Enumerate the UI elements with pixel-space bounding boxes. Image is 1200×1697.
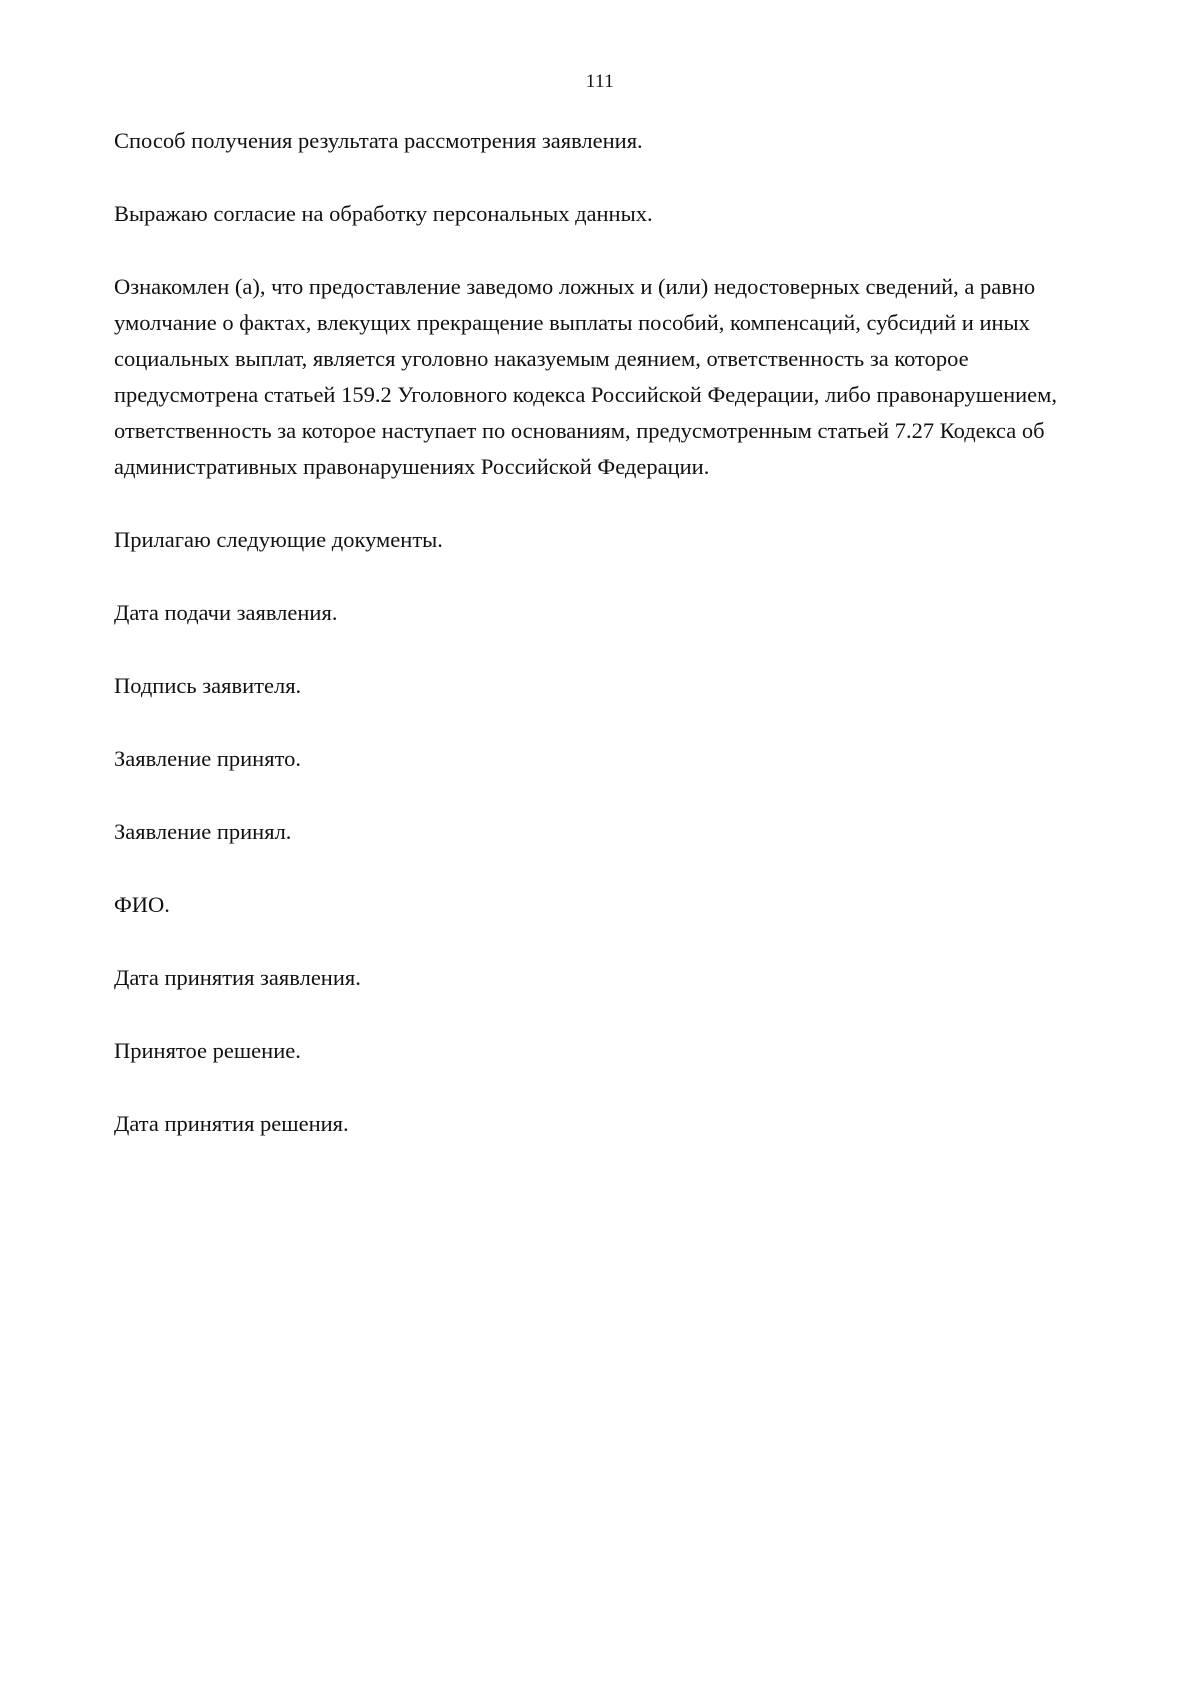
text-line: Заявление принято.	[114, 746, 301, 771]
text-line: умолчание о фактах, влекущих прекращение выплаты пособий, компенсаций, субсидий и иных	[114, 310, 1030, 335]
paragraph-decision	[114, 1033, 1164, 1069]
paragraph-decision-date	[114, 1106, 1164, 1142]
paragraph-result-method	[114, 123, 1164, 159]
paragraph-accepted-by	[114, 814, 1164, 850]
text-line: Ознакомлен (а), что предоставление заведомо ложных и (или) недостоверных сведений, а равно	[114, 274, 1036, 299]
text-line: Заявление принял.	[114, 819, 292, 844]
paragraph-acknowledgement	[114, 269, 1164, 485]
paragraph-applicant-signature	[114, 668, 1164, 704]
text-line: Подпись заявителя.	[114, 673, 302, 698]
paragraph-attachments	[114, 522, 1164, 558]
text-line: Прилагаю следующие документы.	[114, 527, 443, 552]
paragraph-accepted	[114, 741, 1164, 777]
text-line: Способ получения результата рассмотрения заявления.	[114, 128, 643, 153]
paragraph-consent	[114, 196, 1164, 232]
text-line: административных правонарушениях Российской Федерации.	[114, 454, 710, 479]
text-line: социальных выплат, является уголовно наказуемым деянием, ответственность за которое	[114, 346, 969, 371]
text-line: предусмотрена статьей 159.2 Уголовного кодекса Российской Федерации, либо правонарушением,	[114, 382, 1058, 407]
text-line: ответственность за которое наступает по основаниям, предусмотренным статьей 7.27 Кодекса об	[114, 418, 1045, 443]
text-line: ФИО.	[114, 892, 170, 917]
text-line: Дата принятия решения.	[114, 1111, 349, 1136]
page-number: 111	[585, 71, 615, 92]
text-line: Дата подачи заявления.	[114, 600, 338, 625]
text-line: Принятое решение.	[114, 1038, 301, 1063]
text-line: Выражаю согласие на обработку персональных данных.	[114, 201, 653, 226]
document-body	[114, 123, 1164, 1179]
paragraph-submission-date	[114, 595, 1164, 631]
paragraph-full-name	[114, 887, 1164, 923]
text-line: Дата принятия заявления.	[114, 965, 361, 990]
paragraph-acceptance-date	[114, 960, 1164, 996]
